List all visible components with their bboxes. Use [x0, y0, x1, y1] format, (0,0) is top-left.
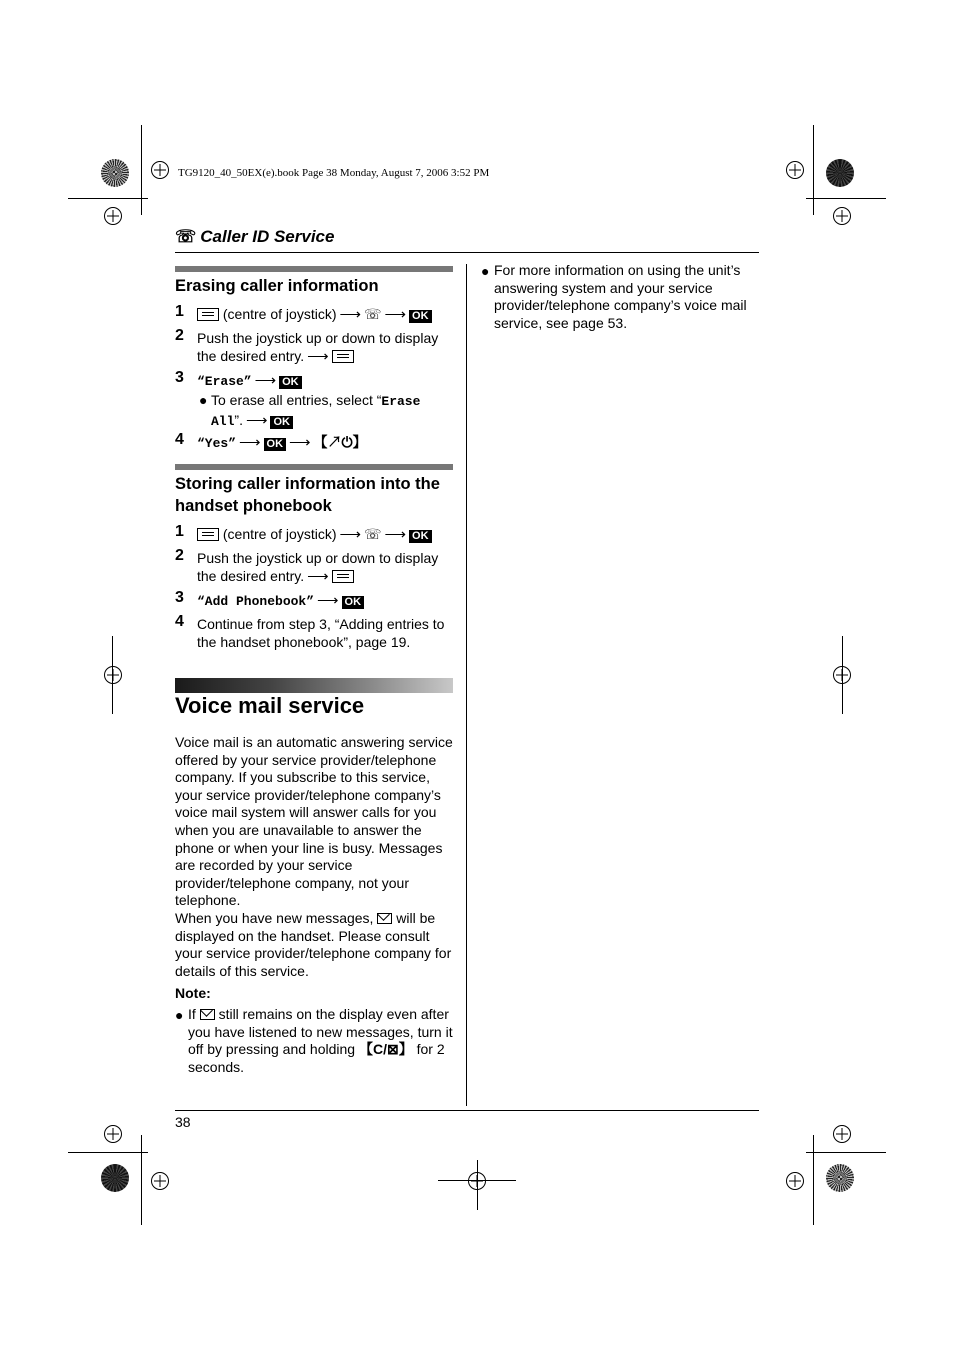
registration-wheel-icon: [826, 1164, 854, 1192]
column-divider: [466, 264, 467, 1106]
arrow-icon: ⟶: [384, 306, 407, 323]
ok-key: OK: [409, 310, 432, 323]
crop-mark: [806, 1152, 886, 1153]
crop-mark: [477, 1160, 478, 1210]
arrow-icon: ⟶: [289, 434, 311, 451]
crop-mark: [842, 636, 843, 714]
new-message-icon: [200, 1009, 215, 1020]
registration-wheel-icon: [826, 159, 854, 187]
note-label: Note:: [175, 985, 211, 1001]
chapter-title: Voice mail service: [175, 693, 365, 718]
crosshair-icon: [104, 1125, 122, 1143]
ok-key: OK: [264, 438, 287, 451]
section-bar: [175, 266, 453, 272]
crosshair-icon: [104, 207, 122, 225]
ok-key: OK: [409, 530, 432, 543]
crosshair-icon: [786, 1172, 804, 1190]
voicemail-new-messages: When you have new messages, will be displayed on the handset. Please consult your service provider/telephone company for details of this service.: [175, 910, 452, 979]
crosshair-icon: [833, 207, 851, 225]
arrow-icon: ⟶: [307, 568, 329, 585]
crop-mark: [813, 125, 814, 215]
header-rule: [175, 252, 759, 253]
arrow-icon: ⟶: [339, 526, 361, 543]
crop-mark: [68, 1152, 148, 1153]
crop-mark: [112, 636, 113, 714]
caller-id-icon: ☏: [364, 306, 382, 322]
crop-mark: [813, 1135, 814, 1225]
arrow-icon: ⟶: [384, 526, 407, 543]
off-key: 【↗⏻】: [313, 434, 367, 450]
crop-mark: [438, 1180, 516, 1181]
ok-key: OK: [270, 416, 293, 429]
crop-mark: [141, 125, 142, 215]
voicemail-intro: Voice mail is an automatic answering service offered by your service provider/telephone company. If you subscribe to this service, your service provider/telephone company’s voice mail system will answer calls for you when you are unavailable to answer the phone or when your line is busy. Messages are recorded by your service provider/telephone company, not your telephone.: [175, 734, 453, 909]
menu-key-icon: [197, 528, 219, 541]
menu-key-icon: [332, 570, 354, 583]
arrow-icon: ⟶: [254, 372, 277, 389]
crop-mark: [141, 1135, 142, 1225]
arrow-icon: ⟶: [307, 348, 329, 365]
crop-mark: [806, 198, 886, 199]
footer-rule: [175, 1110, 759, 1111]
arrow-icon: ⟶: [339, 306, 361, 323]
chapter-gradient-bar: [175, 678, 453, 693]
ok-key: OK: [279, 376, 302, 389]
crop-mark: [68, 198, 148, 199]
new-message-icon: [377, 913, 392, 924]
section-title-erasing: Erasing caller information: [175, 277, 379, 295]
header-title: Caller ID Service: [200, 227, 335, 246]
registration-wheel-icon: [101, 159, 129, 187]
print-slug: TG9120_40_50EX(e).book Page 38 Monday, August 7, 2006 3:52 PM: [178, 167, 490, 179]
menu-key-icon: [332, 350, 354, 363]
crosshair-icon: [786, 161, 804, 179]
caller-id-icon: ☏: [175, 227, 197, 246]
page-number: 38: [175, 1114, 191, 1130]
arrow-icon: ⟶: [317, 592, 339, 609]
crosshair-icon: [151, 1172, 169, 1190]
running-header: [175, 227, 334, 247]
crosshair-icon: [104, 666, 122, 684]
menu-key-icon: [197, 308, 219, 321]
ok-key: OK: [342, 596, 365, 609]
registration-wheel-icon: [101, 1164, 129, 1192]
section-bar: [175, 464, 453, 470]
crosshair-icon: [833, 1125, 851, 1143]
crosshair-icon: [151, 161, 169, 179]
arrow-icon: ⟶: [245, 412, 268, 429]
section-title-storing: Storing caller information into the handset phonebook: [175, 475, 440, 515]
arrow-icon: ⟶: [239, 434, 261, 451]
clear-key: 【C/⊠】: [358, 1041, 413, 1058]
caller-id-icon: ☏: [364, 526, 382, 542]
